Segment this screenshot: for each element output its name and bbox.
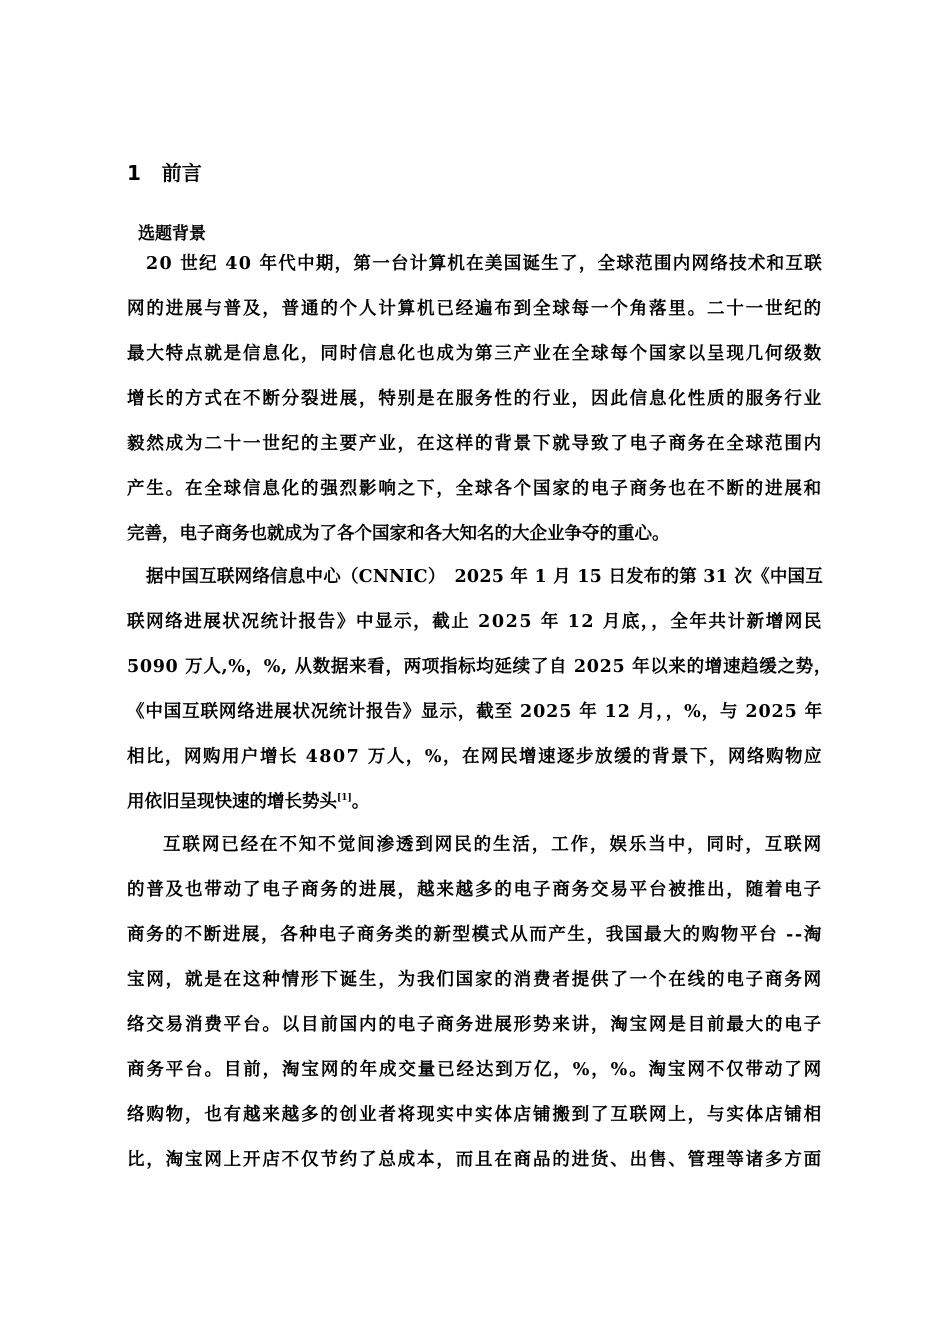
paragraph-line: 最大特点就是信息化，同时信息化也成为第三产业在全球每个国家以呈现几何级数 (127, 344, 823, 364)
paragraph-line-with-citation (127, 790, 369, 814)
chapter-heading: 1 前言 (127, 161, 202, 185)
paragraph-line: 毅然成为二十一世纪的主要产业，在这样的背景下就导致了电子商务在全球范围内 (127, 434, 823, 454)
paragraph-line: 比，淘宝网上开店不仅节约了总成本，而且在商品的进货、出售、管理等诸多方面 (127, 1150, 823, 1170)
paragraph-line: 相比，网购用户增长 4807 万人，%，在网民增速逐步放缓的背景下，网络购物应 (127, 747, 823, 767)
paragraph-line: 5090 万人,%，%, 从数据来看，两项指标均延续了自 2025 年以来的增速趋缓之势， (127, 657, 832, 677)
paragraph-line: 产生。在全球信息化的强烈影响之下，全球各个国家的电子商务也在不断的进展和 (127, 479, 823, 499)
paragraph-line: 宝网，就是在这种情形下诞生，为我们国家的消费者提供了一个在线的电子商务网 (127, 970, 823, 990)
paragraph-line: 20 世纪 40 年代中期，第一台计算机在美国诞生了，全球范围内网络技术和互联 (146, 254, 823, 274)
paragraph-line: 的普及也带动了电子商务的进展，越来越多的电子商务交易平台被推出，随着电子 (127, 880, 823, 900)
paragraph-end: 。 (351, 792, 370, 812)
paragraph-line: 据中国互联网络信息中心（CNNIC） 2025 年 1 月 15 日发布的第 31 次《中国互 (146, 567, 823, 587)
paragraph-text: 用依旧呈现快速的增长势头 (127, 792, 337, 812)
paragraph-line: 互联网已经在不知不觉间渗透到网民的生活，工作，娱乐当中，同时，互联网 (163, 835, 823, 855)
paragraph-line: 联网络进展状况统计报告》中显示，截止 2025 年 12 月底，，全年共计新增网民 (127, 612, 823, 632)
section-heading: 选题背景 (138, 224, 206, 244)
paragraph-line: 《中国互联网络进展状况统计报告》显示，截至 2025 年 12 月，，%，与 2025 年 (127, 702, 823, 722)
paragraph-line: 商务平台。目前，淘宝网的年成交量已经达到万亿，%，%。淘宝网不仅带动了网 (127, 1060, 823, 1080)
paragraph-line: 完善，电子商务也就成为了各个国家和各大知名的大企业争夺的重心。 (127, 524, 670, 544)
paragraph-line: 网的进展与普及，普通的个人计算机已经遍布到全球每一个角落里。二十一世纪的 (127, 299, 823, 319)
paragraph-line: 增长的方式在不断分裂进展，特别是在服务性的行业，因此信息化性质的服务行业 (127, 389, 823, 409)
paragraph-line: 络交易消费平台。以目前国内的电子商务进展形势来讲，淘宝网是目前最大的电子 (127, 1015, 823, 1035)
paragraph-line: 络购物，也有越来越多的创业者将现实中实体店铺搬到了互联网上，与实体店铺相 (127, 1105, 823, 1125)
citation-marker: [1] (337, 793, 352, 803)
paragraph-line: 商务的不断进展，各种电子商务类的新型模式从而产生，我国最大的购物平台 --淘 (127, 925, 823, 945)
